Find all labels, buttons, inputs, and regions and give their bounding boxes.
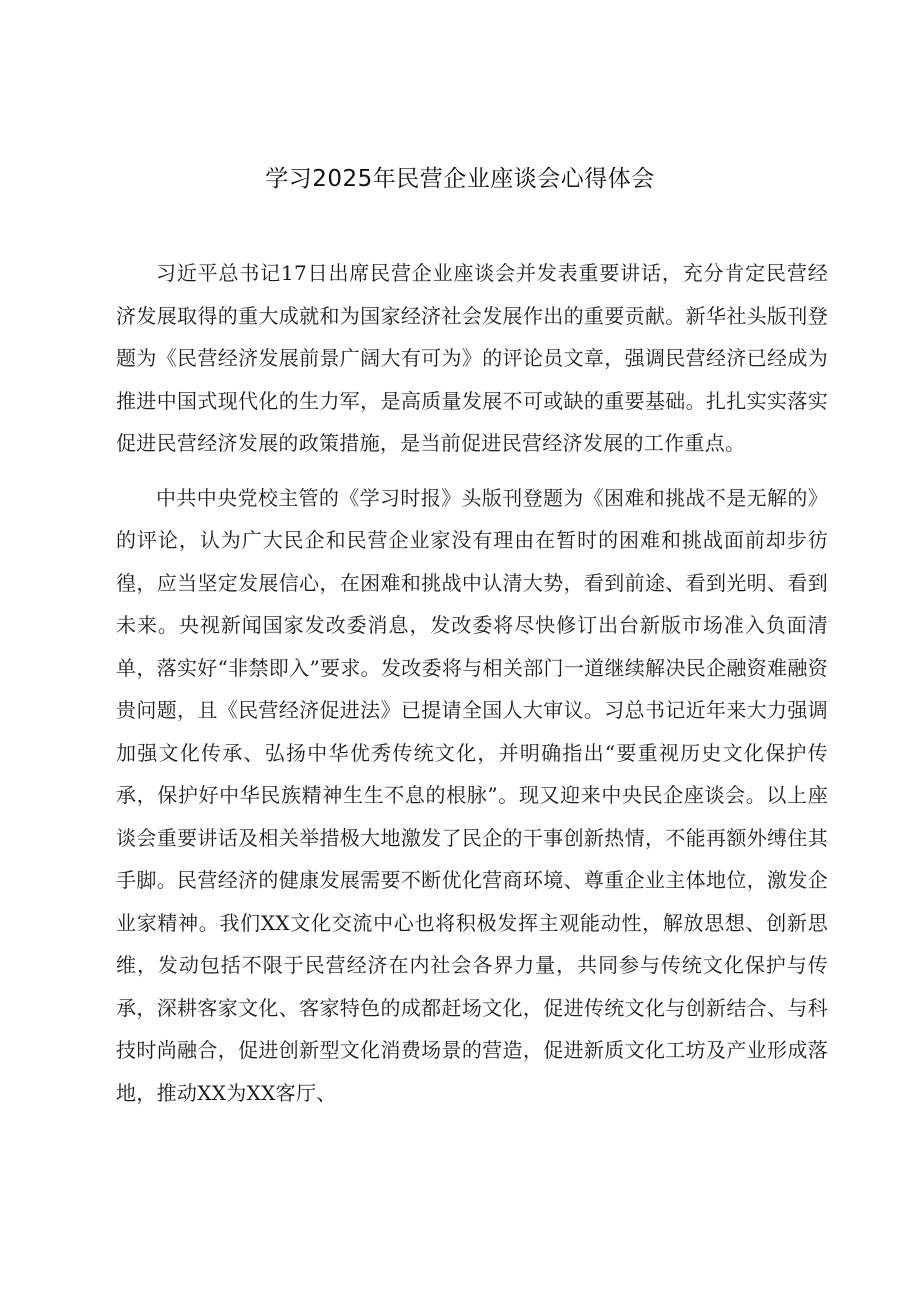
document-body bbox=[116, 252, 828, 1126]
paragraph-1: 习近平总书记17日出席民营企业座谈会并发表重要讲话，充分肯定民营经济发展取得的重大成就和为国家经济社会发展作出的重要贡献。新华社头版刊登题为《民营经济发展前景广阔大有可为》的评论员文章，强调民营经济已经成为推进中国式现代化的生力军，是高质量发展不可或缺的重要基础。扎扎实实落实促进民营经济发展的政策措施，是当前促进民营经济发展的工作重点。 bbox=[116, 261, 828, 455]
document-title: 学习2025年民营企业座谈会心得体会 bbox=[265, 166, 655, 192]
paragraph-2: 中共中央党校主管的《学习时报》头版刊登题为《困难和挑战不是无解的》的评论，认为广大民企和民营企业家没有理由在暂时的困难和挑战面前却步彷徨，应当坚定发展信心，在困难和挑战中认清大势，看到前途、看到光明、看到未来。央视新闻国家发改委消息，发改委将尽快修订出台新版市场准入负面清单，落实好“非禁即入”要求。发改委将与相关部门一道继续解决民企融资难融资贵问题，且《民营经济促进法》已提请全国人大审议。习总书记近年来大力强调加强文化传承、弘扬中华优秀传统文化，并明确指出“要重视历史文化保护传承，保护好中华民族精神生生不息的根脉”。现又迎来中央民企座谈会。以上座谈会重要讲话及相关举措极大地激发了民企的干事创新热情，不能再额外缚住其手脚。民营经济的健康发展需要不断优化营商环境、尊重企业主体地位，激发企业家精神。我们XX文化交流中心也将积极发挥主观能动性，解放思想、创新思维，发动包括不限于民营经济在内社会各界力量，共同参与传统文化保护与传承，深耕客家文化、客家特色的成都赶场文化，促进传统文化与创新结合、与科技时尚融合，促进创新型文化消费场景的营造，促进新质文化工坊及产业形成落地，推动XX为XX客厅、 bbox=[116, 485, 828, 1105]
